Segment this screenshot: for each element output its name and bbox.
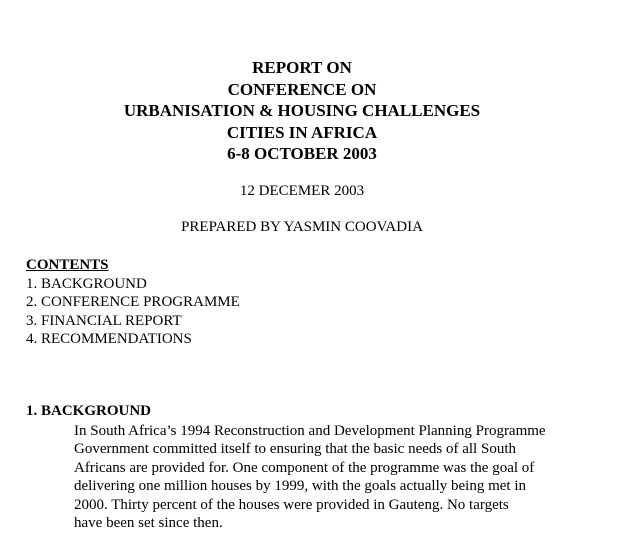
report-title (0, 57, 604, 165)
title-line-2: CONFERENCE ON (227, 79, 377, 99)
prepared-by: PREPARED BY YASMIN COOVADIA (181, 219, 423, 235)
body-line: 2000. Thirty percent of the houses were provided in Gauteng. No targets (74, 496, 509, 513)
table-of-contents (26, 256, 240, 349)
contents-item: 3. FINANCIAL REPORT (26, 312, 182, 329)
body-line: have been set since then. (74, 515, 223, 532)
title-line-4: CITIES IN AFRICA (226, 122, 378, 142)
title-line-1: REPORT ON (252, 58, 352, 77)
contents-item: 1. BACKGROUND (26, 275, 147, 292)
contents-heading: CONTENTS (26, 257, 109, 273)
body-line: In South Africa’s 1994 Reconstruction and Development Planning Programme (74, 423, 546, 439)
title-line-5: 6-8 OCTOBER 2003 (227, 144, 377, 163)
report-date: 12 DECEMER 2003 (239, 183, 365, 199)
section-heading-background: 1. BACKGROUND (26, 403, 152, 419)
section-body-background (74, 422, 584, 532)
contents-item: 2. CONFERENCE PROGRAMME (26, 294, 240, 310)
body-line: Africans are provided for. One component of the programme was the goal of (74, 459, 535, 476)
body-line: Government committed itself to ensuring that the basic needs of all South (74, 441, 516, 458)
contents-item: 4. RECOMMENDATIONS (26, 331, 192, 347)
body-line: delivering one million houses by 1999, with the goals actually being met in (74, 478, 527, 495)
title-line-3: URBANISATION & HOUSING CHALLENGES (123, 101, 481, 120)
